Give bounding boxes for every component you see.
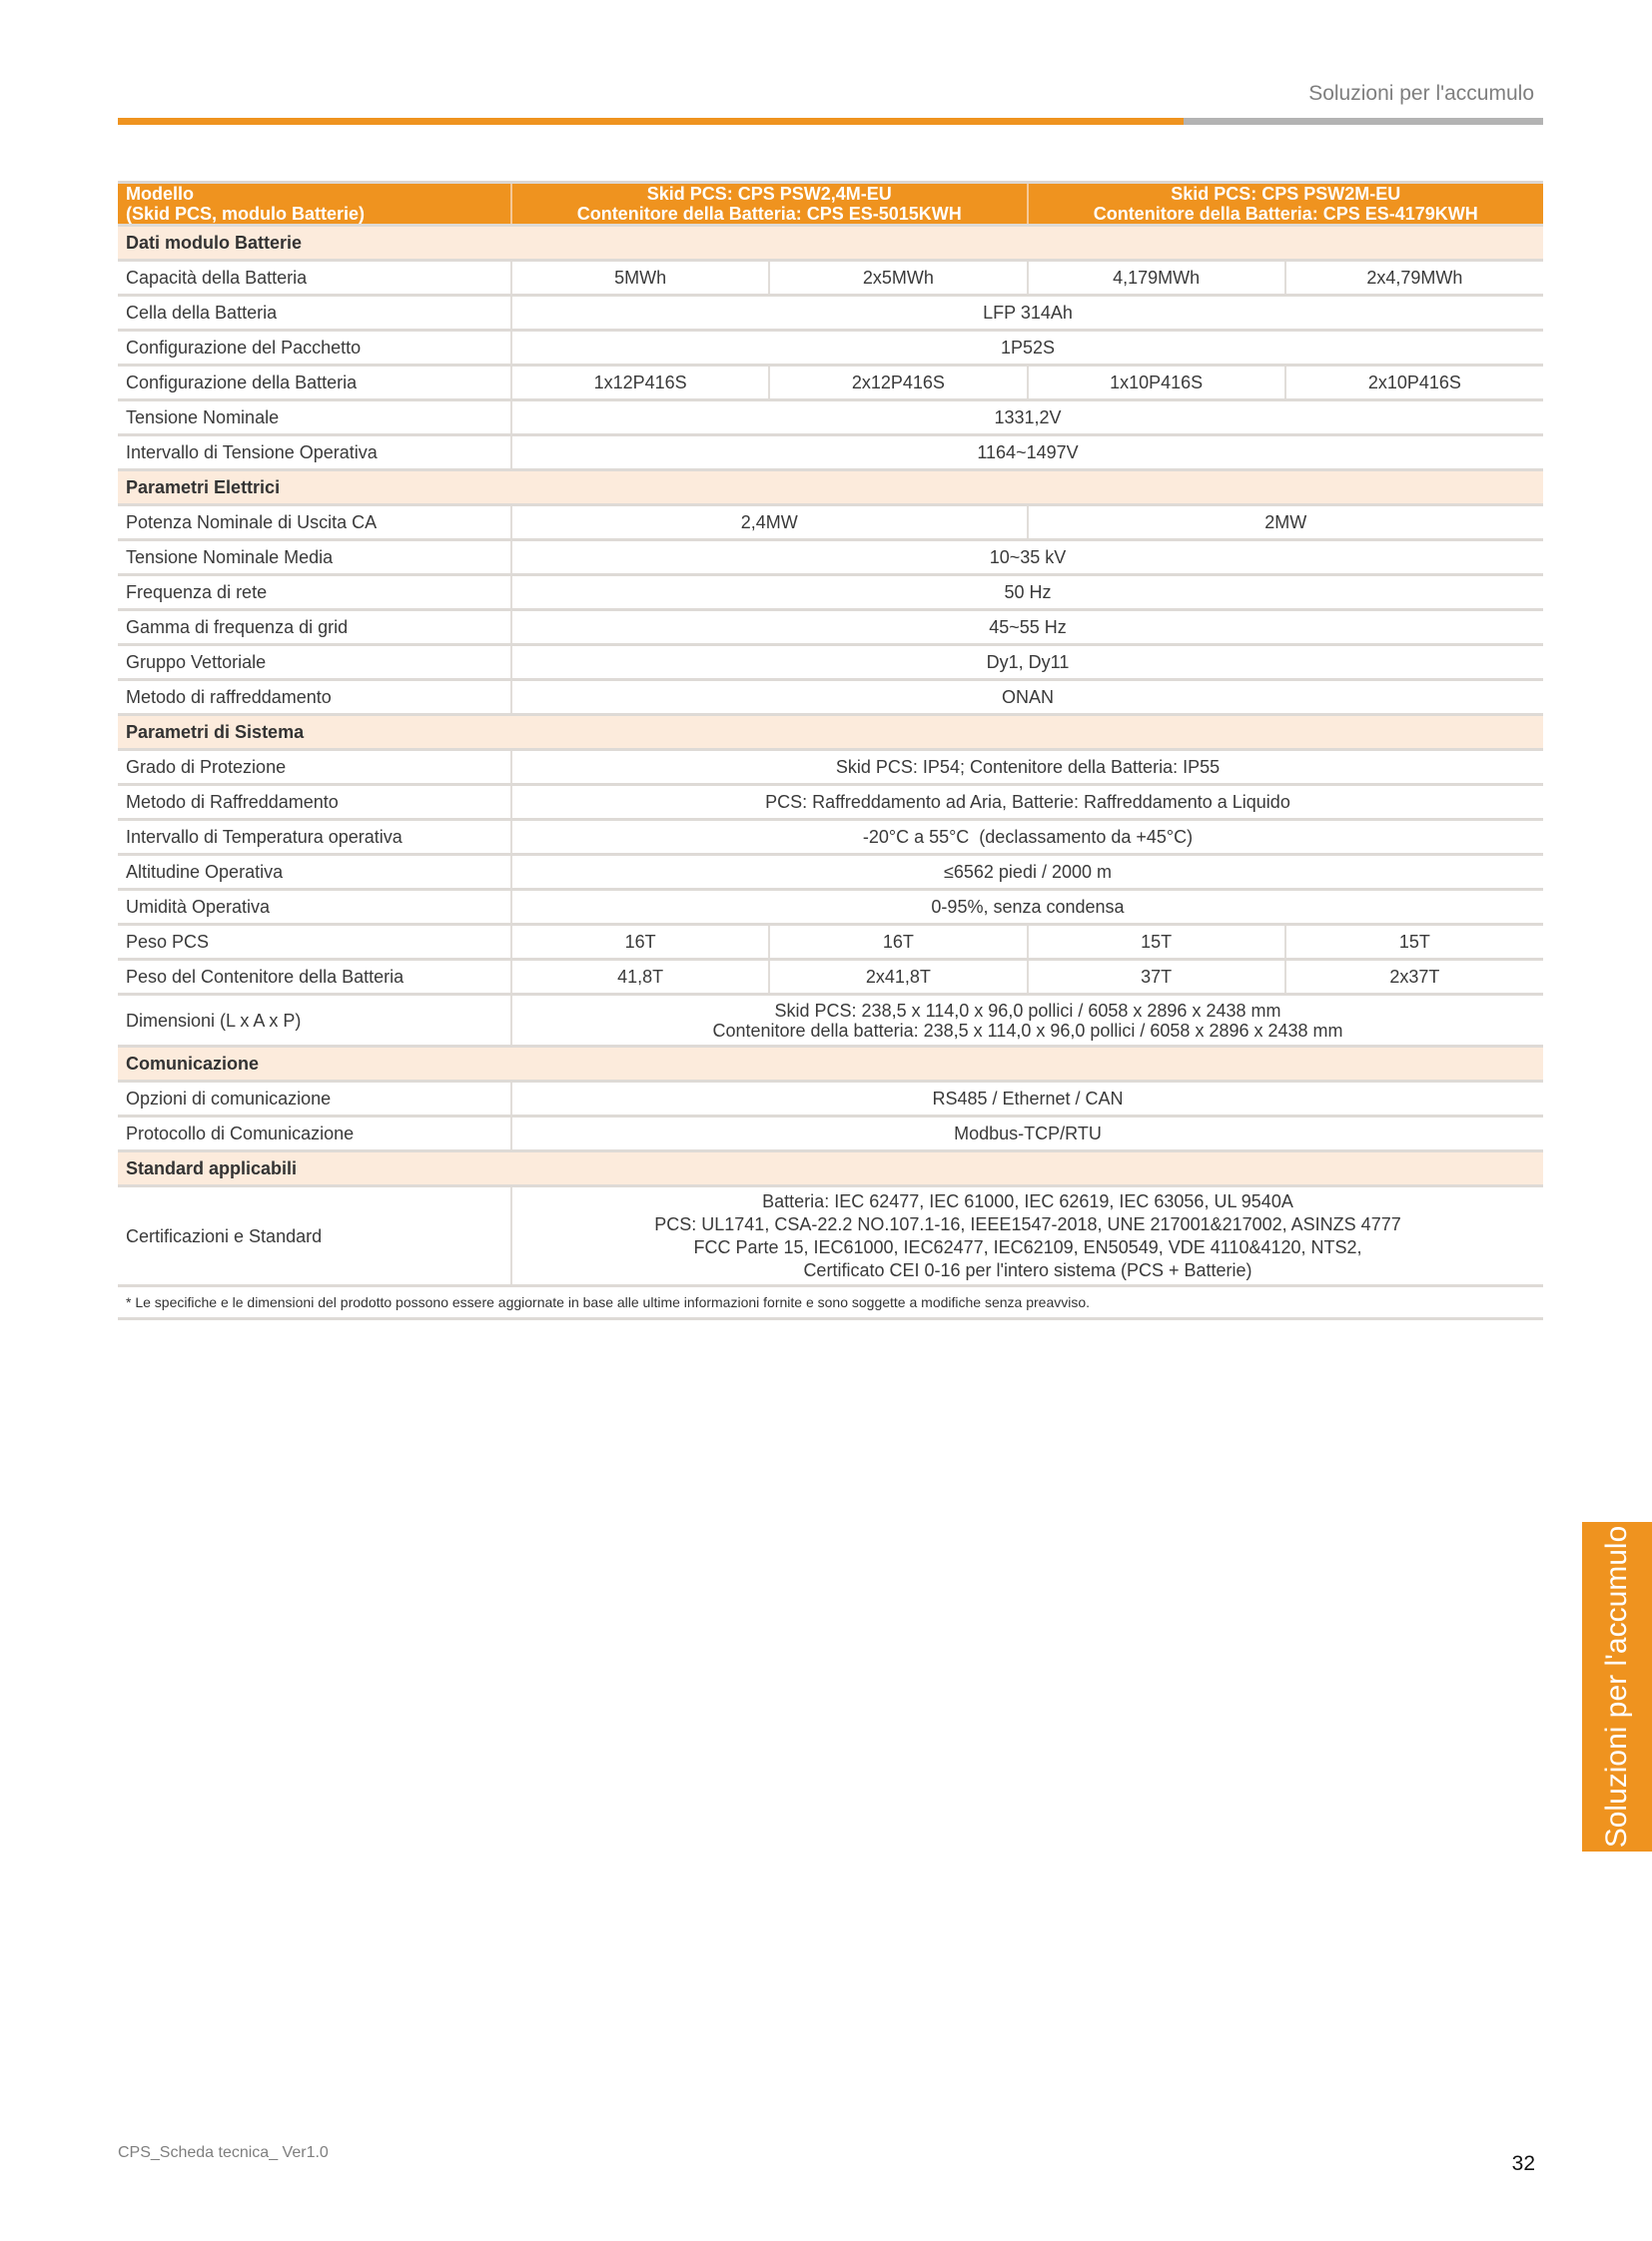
section-row [118,470,1543,505]
row-label: Peso del Contenitore della Batteria [118,960,511,995]
row-label: Configurazione della Batteria [118,366,511,400]
table-row [118,995,1543,1047]
table-row [118,750,1543,785]
cert-line: FCC Parte 15, IEC61000, IEC62477, IEC62109, EN50549, VDE 4110&4120, NTS2, [693,1236,1362,1257]
model-label-line1: Modello [126,184,194,204]
row-label: Configurazione del Pacchetto [118,331,511,366]
cell-value: Skid PCS: IP54; Contenitore della Batteria: IP55 [511,750,1543,785]
cell-value: 1x12P416S [511,366,769,400]
cell-value: LFP 314Ah [511,296,1543,331]
table-row [118,261,1543,296]
row-label: Frequenza di rete [118,575,511,610]
table-row [118,296,1543,331]
cell-value: Dy1, Dy11 [511,645,1543,680]
cell-value: 50 Hz [511,575,1543,610]
cert-line: Certificato CEI 0-16 per l'intero sistema (PCS + Batterie) [803,1259,1252,1280]
footnote-row [118,1286,1543,1319]
dimensions-line: Skid PCS: 238,5 x 114,0 x 96,0 pollici / 6058 x 2896 x 2438 mm [774,1000,1281,1021]
row-label: Altitudine Operativa [118,855,511,890]
section-title: Comunicazione [118,1047,1543,1082]
side-section-tab [1582,1522,1652,1852]
cell-value: 1331,2V [511,400,1543,435]
table-row [118,925,1543,960]
cell-value: 41,8T [511,960,769,995]
cell-value: Modbus-TCP/RTU [511,1117,1543,1151]
dimensions-line: Contenitore della batteria: 238,5 x 114,0 x 96,0 pollici / 6058 x 2896 x 2438 mm [712,1020,1343,1041]
cell-value: 2x5MWh [769,261,1027,296]
table-row [118,331,1543,366]
cell-value: -20°C a 55°C (declassamento da +45°C) [511,820,1543,855]
spec-table [118,181,1543,1320]
row-label: Tensione Nominale Media [118,540,511,575]
row-label: Metodo di Raffreddamento [118,785,511,820]
header-progress-fill [118,118,1184,125]
cell-value [511,1186,1543,1286]
table-row [118,855,1543,890]
cell-value: 16T [769,925,1027,960]
cell-value: 15T [1028,925,1285,960]
cell-value: 1P52S [511,331,1543,366]
table-row [118,505,1543,540]
footer-doc-name: CPS_Scheda tecnica_ Ver1.0 [118,2144,329,2161]
cell-value: 2x12P416S [769,366,1027,400]
model-b-line2: Contenitore della Batteria: CPS ES-4179KWH [1093,204,1478,224]
table-row [118,400,1543,435]
cell-value: 37T [1028,960,1285,995]
table-row [118,785,1543,820]
section-row [118,715,1543,750]
row-label: Cella della Batteria [118,296,511,331]
cell-value: 2x10P416S [1285,366,1543,400]
header-model-b [1028,183,1544,226]
cell-value: 0-95%, senza condensa [511,890,1543,925]
cert-line: Batteria: IEC 62477, IEC 61000, IEC 62619, IEC 63056, UL 9540A [762,1190,1293,1211]
table-row [118,540,1543,575]
row-label: Peso PCS [118,925,511,960]
section-title: Parametri di Sistema [118,715,1543,750]
row-label: Umidità Operativa [118,890,511,925]
cell-value: 1164~1497V [511,435,1543,470]
row-label: Metodo di raffreddamento [118,680,511,715]
cell-value: 1x10P416S [1028,366,1285,400]
row-label: Intervallo di Temperatura operativa [118,820,511,855]
section-title: Dati modulo Batterie [118,226,1543,261]
cell-value: 2x37T [1285,960,1543,995]
row-label: Potenza Nominale di Uscita CA [118,505,511,540]
table-row [118,610,1543,645]
row-label: Gamma di frequenza di grid [118,610,511,645]
cell-value: 10~35 kV [511,540,1543,575]
cell-value: 2x4,79MWh [1285,261,1543,296]
header-progress-bar [118,118,1543,125]
header-section-title: Soluzioni per l'accumulo [1308,82,1534,105]
row-label: Dimensioni (L x A x P) [118,995,511,1047]
model-a-line2: Contenitore della Batteria: CPS ES-5015KWH [576,204,962,224]
table-row [118,820,1543,855]
model-a-line1: Skid PCS: CPS PSW2,4M-EU [646,184,892,204]
row-label: Tensione Nominale [118,400,511,435]
cell-value [511,995,1543,1047]
cell-value: 2,4MW [511,505,1028,540]
cell-value: 45~55 Hz [511,610,1543,645]
cell-value: 2x41,8T [769,960,1027,995]
table-row [118,366,1543,400]
table-row [118,1082,1543,1117]
table-header-row [118,183,1543,226]
table-row [118,435,1543,470]
page-number: 32 [1511,2152,1535,2175]
row-label: Gruppo Vettoriale [118,645,511,680]
table-row [118,960,1543,995]
cell-value: 15T [1285,925,1543,960]
cert-line: PCS: UL1741, CSA-22.2 NO.107.1-16, IEEE1547-2018, UNE 217001&217002, ASINZS 4777 [654,1213,1401,1234]
row-label: Certificazioni e Standard [118,1186,511,1286]
row-label: Grado di Protezione [118,750,511,785]
row-label: Protocollo di Comunicazione [118,1117,511,1151]
table-row [118,890,1543,925]
cell-value: 16T [511,925,769,960]
cell-value: ONAN [511,680,1543,715]
cell-value: RS485 / Ethernet / CAN [511,1082,1543,1117]
section-row [118,1151,1543,1186]
table-row [118,1186,1543,1286]
table-row [118,680,1543,715]
section-title: Parametri Elettrici [118,470,1543,505]
cell-value: 5MWh [511,261,769,296]
row-label: Opzioni di comunicazione [118,1082,511,1117]
section-row [118,226,1543,261]
table-row [118,1117,1543,1151]
cell-value: 2MW [1028,505,1544,540]
cell-value: 4,179MWh [1028,261,1285,296]
header-model-label [118,183,511,226]
cell-value: PCS: Raffreddamento ad Aria, Batterie: Raffreddamento a Liquido [511,785,1543,820]
side-tab-label: Soluzioni per l'accumulo [1600,1525,1633,1849]
table-row [118,575,1543,610]
header-model-a [511,183,1028,226]
footnote: * Le specifiche e le dimensioni del prodotto possono essere aggiornate in base alle ultime informazioni fornite e sono soggette a modifiche senza preavviso. [118,1286,1543,1319]
model-label-line2: (Skid PCS, modulo Batterie) [126,204,366,224]
cell-value: ≤6562 piedi / 2000 m [511,855,1543,890]
section-title: Standard applicabili [118,1151,1543,1186]
table-row [118,645,1543,680]
section-row [118,1047,1543,1082]
row-label: Intervallo di Tensione Operativa [118,435,511,470]
model-b-line1: Skid PCS: CPS PSW2M-EU [1171,184,1401,204]
row-label: Capacità della Batteria [118,261,511,296]
